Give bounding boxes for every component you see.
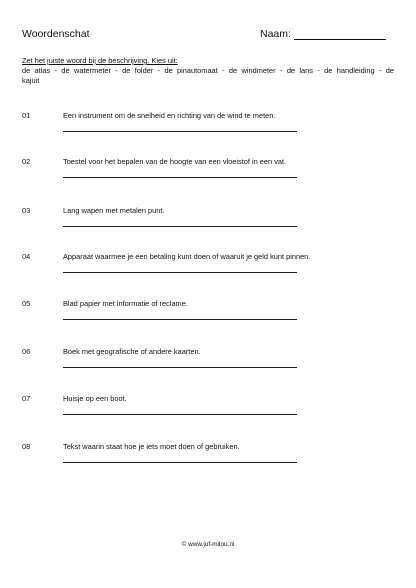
question-text: Lang wapen met metalen punt. [63,206,165,215]
answer-line[interactable] [63,462,297,463]
question-text: Een instrument om de snelheid en richting van de wind te meten. [63,111,276,120]
footer-copyright: © www.juf-milou.nl [181,541,235,548]
instructions: Zet het juiste woord bij de beschrijving. Kies uit: [22,56,178,65]
question-number: 01 [22,111,31,120]
question-number: 02 [22,157,31,166]
question-item [22,347,402,383]
answer-line[interactable] [63,226,297,227]
question-item [22,111,402,147]
question-text: Blad papier met informatie of reclame. [63,299,188,308]
question-item [22,442,402,478]
question-text: Boek met geografische of andere kaarten. [63,347,201,356]
answer-line[interactable] [63,367,297,368]
answer-line[interactable] [63,131,297,132]
answer-line[interactable] [63,177,297,178]
question-text: Huisje op een boot. [63,394,127,403]
word-bank: de atlas - de watermeter - de folder - de pinautomaat - de windmeter - de lans - de handleiding - de kajuit [22,66,394,85]
answer-line[interactable] [63,414,297,415]
question-number: 04 [22,252,31,261]
answer-line[interactable] [63,272,297,273]
question-number: 08 [22,442,31,451]
question-number: 03 [22,206,31,215]
question-text: Tekst waarin staat hoe je iets moet doen of gebruiken. [63,442,240,451]
question-number: 06 [22,347,31,356]
page-title: Woordenschat [22,28,90,40]
name-answer-line[interactable] [294,29,386,40]
name-label: Naam: [260,28,291,40]
question-item [22,299,402,335]
name-field-area [260,28,386,40]
question-item [22,394,402,430]
question-item [22,206,402,242]
question-item [22,252,402,288]
answer-line[interactable] [63,319,297,320]
question-number: 05 [22,299,31,308]
question-item [22,157,402,193]
question-text: Apparaat waarmee je een betaling kunt doen of waaruit je geld kunt pinnen. [63,252,311,261]
question-text: Toestel voor het bepalen van de hoogte van een vloeistof in een vat. [63,157,287,166]
question-number: 07 [22,394,31,403]
